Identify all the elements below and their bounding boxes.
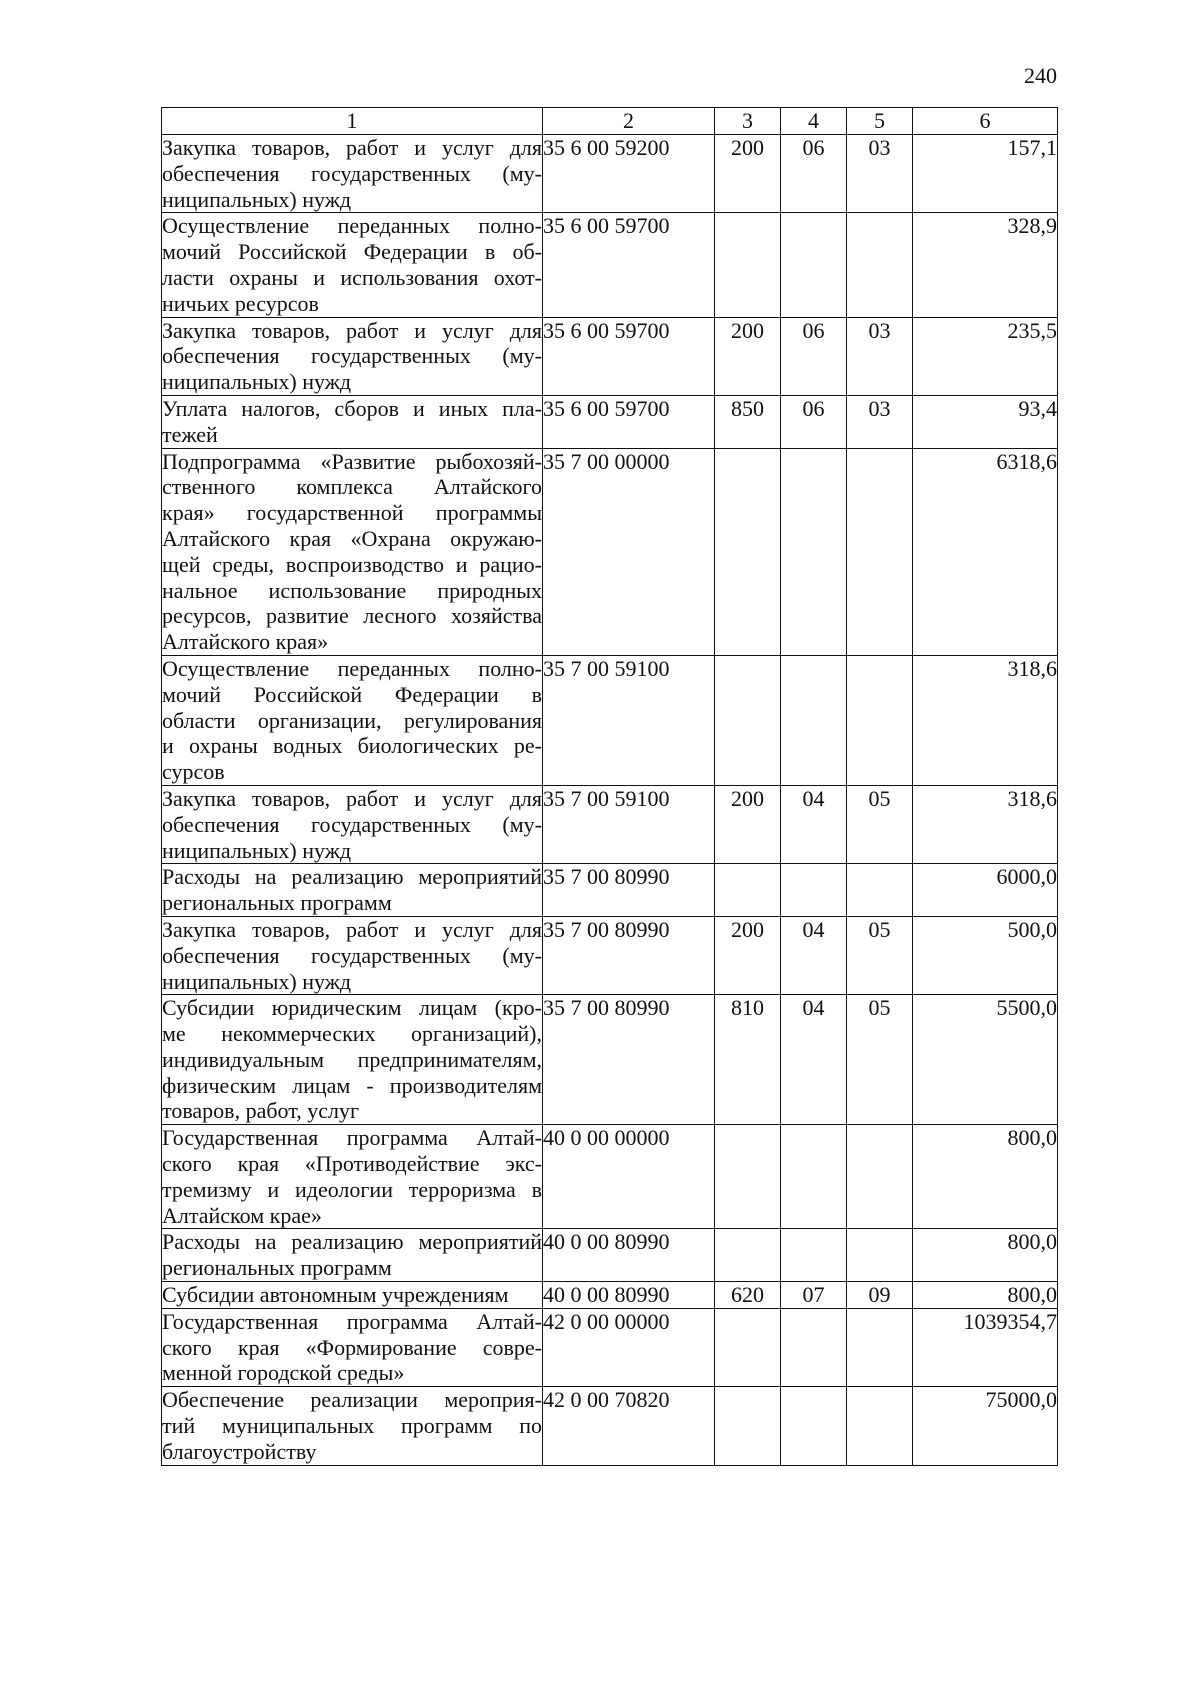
row-name-line: Обеспечение реализации мероприя- bbox=[162, 1387, 542, 1413]
row-section bbox=[781, 1308, 847, 1386]
row-name-line: Уплата налогов, сборов и иных пла- bbox=[162, 395, 542, 421]
row-name-line: ниципальных) нужд bbox=[162, 968, 352, 994]
row-amount: 800,0 bbox=[913, 1125, 1058, 1229]
row-section: 04 bbox=[781, 916, 847, 994]
row-code: 35 6 00 59700 bbox=[543, 395, 715, 448]
row-code: 35 7 00 59100 bbox=[543, 785, 715, 863]
row-name-line: ниципальных) нужд bbox=[162, 186, 352, 212]
row-amount: 93,4 bbox=[913, 395, 1058, 448]
row-expense-type: 810 bbox=[715, 995, 781, 1125]
row-subsection: 05 bbox=[847, 785, 913, 863]
row-code: 40 0 00 80990 bbox=[543, 1229, 715, 1282]
row-expense-type: 850 bbox=[715, 395, 781, 448]
row-section: 06 bbox=[781, 317, 847, 395]
table-row bbox=[162, 1229, 1058, 1282]
row-amount: 328,9 bbox=[913, 213, 1058, 317]
row-name-line: мочий Российской Федерации в bbox=[162, 681, 542, 707]
row-name-line: ме некоммерческих организаций), bbox=[162, 1021, 542, 1047]
row-subsection: 03 bbox=[847, 135, 913, 213]
table-row bbox=[162, 317, 1058, 395]
table-row bbox=[162, 916, 1058, 994]
row-name-line: менной городской среды» bbox=[162, 1360, 405, 1386]
row-name bbox=[162, 655, 543, 785]
row-name bbox=[162, 995, 543, 1125]
row-subsection: 09 bbox=[847, 1282, 913, 1309]
row-subsection: 05 bbox=[847, 995, 913, 1125]
row-expense-type: 200 bbox=[715, 135, 781, 213]
row-code: 35 7 00 59100 bbox=[543, 655, 715, 785]
row-subsection: 03 bbox=[847, 395, 913, 448]
row-amount: 500,0 bbox=[913, 916, 1058, 994]
row-name-line: ского края «Формирование совре- bbox=[162, 1334, 542, 1360]
row-amount: 6000,0 bbox=[913, 864, 1058, 917]
row-amount: 800,0 bbox=[913, 1282, 1058, 1309]
row-name-line: обеспечения государственных (му- bbox=[162, 160, 542, 186]
row-name bbox=[162, 864, 543, 917]
row-name-line: Алтайского края «Охрана окружаю- bbox=[162, 525, 542, 551]
row-name bbox=[162, 135, 543, 213]
row-name-line: ниципальных) нужд bbox=[162, 837, 352, 863]
row-code: 40 0 00 00000 bbox=[543, 1125, 715, 1229]
row-subsection bbox=[847, 213, 913, 317]
row-name-line: и охраны водных биологических ре- bbox=[162, 733, 542, 759]
row-name-line: Осуществление переданных полно- bbox=[162, 655, 542, 681]
row-code: 35 6 00 59200 bbox=[543, 135, 715, 213]
row-name-line: обеспечения государственных (му- bbox=[162, 343, 542, 369]
table-row bbox=[162, 448, 1058, 655]
row-amount: 1039354,7 bbox=[913, 1308, 1058, 1386]
row-amount: 318,6 bbox=[913, 785, 1058, 863]
row-name-line: региональных программ bbox=[162, 890, 392, 916]
row-name bbox=[162, 317, 543, 395]
row-code: 35 6 00 59700 bbox=[543, 317, 715, 395]
row-name-line: Расходы на реализацию мероприятий bbox=[162, 864, 542, 890]
row-subsection bbox=[847, 1229, 913, 1282]
row-name-line: Расходы на реализацию мероприятий bbox=[162, 1229, 542, 1255]
row-code: 35 7 00 80990 bbox=[543, 864, 715, 917]
row-name-line: Государственная программа Алтай- bbox=[162, 1308, 542, 1334]
row-name-line: ниципальных) нужд bbox=[162, 369, 352, 395]
row-subsection bbox=[847, 1125, 913, 1229]
table-row bbox=[162, 1308, 1058, 1386]
table-row bbox=[162, 1125, 1058, 1229]
row-subsection bbox=[847, 864, 913, 917]
row-name-line: ласти охраны и использования охот- bbox=[162, 264, 542, 290]
column-header-4: 4 bbox=[781, 108, 847, 135]
row-name-line: обеспечения государственных (му- bbox=[162, 811, 542, 837]
row-name bbox=[162, 1282, 543, 1309]
row-name-line: ресурсов, развитие лесного хозяйства bbox=[162, 603, 542, 629]
row-subsection bbox=[847, 448, 913, 655]
table-row bbox=[162, 655, 1058, 785]
row-code: 35 7 00 00000 bbox=[543, 448, 715, 655]
row-expense-type: 200 bbox=[715, 785, 781, 863]
row-expense-type bbox=[715, 1308, 781, 1386]
row-section: 06 bbox=[781, 135, 847, 213]
row-amount: 6318,6 bbox=[913, 448, 1058, 655]
row-amount: 318,6 bbox=[913, 655, 1058, 785]
row-name-line: индивидуальным предпринимателям, bbox=[162, 1046, 542, 1072]
row-code: 35 7 00 80990 bbox=[543, 916, 715, 994]
row-subsection bbox=[847, 1308, 913, 1386]
row-section: 04 bbox=[781, 995, 847, 1125]
table-header-row bbox=[162, 108, 1058, 135]
row-expense-type: 620 bbox=[715, 1282, 781, 1309]
row-expense-type: 200 bbox=[715, 317, 781, 395]
row-code: 42 0 00 00000 bbox=[543, 1308, 715, 1386]
row-name-line: нальное использование природных bbox=[162, 577, 542, 603]
row-name-line: мочий Российской Федерации в об- bbox=[162, 239, 542, 265]
table-row bbox=[162, 785, 1058, 863]
row-name bbox=[162, 1229, 543, 1282]
row-subsection bbox=[847, 655, 913, 785]
row-name-line: региональных программ bbox=[162, 1255, 392, 1281]
row-name-line: тежей bbox=[162, 421, 218, 447]
row-name-line: щей среды, воспроизводство и рацио- bbox=[162, 551, 542, 577]
row-subsection: 05 bbox=[847, 916, 913, 994]
column-header-6: 6 bbox=[913, 108, 1058, 135]
column-header-2: 2 bbox=[543, 108, 715, 135]
row-name-line: Закупка товаров, работ и услуг для bbox=[162, 785, 542, 811]
row-name-line: тий муниципальных программ по bbox=[162, 1413, 542, 1439]
row-expense-type bbox=[715, 448, 781, 655]
row-name-line: ского края «Противодействие экс- bbox=[162, 1151, 542, 1177]
row-expense-type: 200 bbox=[715, 916, 781, 994]
row-amount: 75000,0 bbox=[913, 1387, 1058, 1465]
row-name-line: Закупка товаров, работ и услуг для bbox=[162, 317, 542, 343]
row-name-line: сурсов bbox=[162, 759, 225, 785]
row-name bbox=[162, 1308, 543, 1386]
table-row bbox=[162, 1282, 1058, 1309]
row-name-line: ничьих ресурсов bbox=[162, 290, 319, 316]
row-expense-type bbox=[715, 864, 781, 917]
row-subsection: 03 bbox=[847, 317, 913, 395]
row-amount: 157,1 bbox=[913, 135, 1058, 213]
row-section: 06 bbox=[781, 395, 847, 448]
row-name bbox=[162, 1125, 543, 1229]
row-name-line: Подпрограмма «Развитие рыбохозяй- bbox=[162, 448, 542, 474]
row-name bbox=[162, 785, 543, 863]
table-row bbox=[162, 864, 1058, 917]
table-row bbox=[162, 995, 1058, 1125]
row-name-line: Закупка товаров, работ и услуг для bbox=[162, 135, 542, 160]
row-expense-type bbox=[715, 213, 781, 317]
row-name-line: Государственная программа Алтай- bbox=[162, 1125, 542, 1151]
column-header-3: 3 bbox=[715, 108, 781, 135]
row-name-line: Закупка товаров, работ и услуг для bbox=[162, 916, 542, 942]
row-name-line: области организации, регулирования bbox=[162, 707, 542, 733]
row-expense-type bbox=[715, 1387, 781, 1465]
row-name-line: Субсидии автономным учреждениям bbox=[162, 1282, 509, 1308]
row-name-line: Алтайском крае» bbox=[162, 1202, 322, 1228]
row-name bbox=[162, 916, 543, 994]
row-amount: 235,5 bbox=[913, 317, 1058, 395]
row-name-line: ственного комплекса Алтайского bbox=[162, 474, 542, 500]
row-section: 07 bbox=[781, 1282, 847, 1309]
row-section bbox=[781, 655, 847, 785]
row-code: 35 7 00 80990 bbox=[543, 995, 715, 1125]
row-section bbox=[781, 864, 847, 917]
table-row bbox=[162, 1387, 1058, 1465]
row-code: 35 6 00 59700 bbox=[543, 213, 715, 317]
table-row bbox=[162, 135, 1058, 213]
row-name bbox=[162, 1387, 543, 1465]
row-section: 04 bbox=[781, 785, 847, 863]
row-name-line: товаров, работ, услуг bbox=[162, 1098, 359, 1124]
row-section bbox=[781, 1125, 847, 1229]
row-name-line: Алтайского края» bbox=[162, 629, 329, 655]
row-expense-type bbox=[715, 1229, 781, 1282]
row-name-line: Субсидии юридическим лицам (кро- bbox=[162, 995, 542, 1021]
row-name bbox=[162, 395, 543, 448]
column-header-1: 1 bbox=[162, 108, 543, 135]
table-body bbox=[162, 135, 1058, 1466]
row-amount: 5500,0 bbox=[913, 995, 1058, 1125]
table-row bbox=[162, 395, 1058, 448]
column-header-5: 5 bbox=[847, 108, 913, 135]
budget-table bbox=[161, 107, 1058, 1466]
row-expense-type bbox=[715, 655, 781, 785]
page-number: 240 bbox=[1024, 63, 1057, 88]
row-section bbox=[781, 213, 847, 317]
row-section bbox=[781, 1387, 847, 1465]
row-name-line: обеспечения государственных (му- bbox=[162, 942, 542, 968]
row-name-line: физическим лицам - производителям bbox=[162, 1072, 542, 1098]
row-subsection bbox=[847, 1387, 913, 1465]
table-row bbox=[162, 213, 1058, 317]
row-name-line: тремизму и идеологии терроризма в bbox=[162, 1176, 542, 1202]
row-name-line: края» государственной программы bbox=[162, 500, 542, 526]
row-code: 40 0 00 80990 bbox=[543, 1282, 715, 1309]
row-name-line: Осуществление переданных полно- bbox=[162, 213, 542, 239]
row-amount: 800,0 bbox=[913, 1229, 1058, 1282]
row-name-line: благоустройству bbox=[162, 1438, 317, 1464]
row-section bbox=[781, 448, 847, 655]
row-expense-type bbox=[715, 1125, 781, 1229]
row-section bbox=[781, 1229, 847, 1282]
row-name bbox=[162, 448, 543, 655]
row-name bbox=[162, 213, 543, 317]
row-code: 42 0 00 70820 bbox=[543, 1387, 715, 1465]
